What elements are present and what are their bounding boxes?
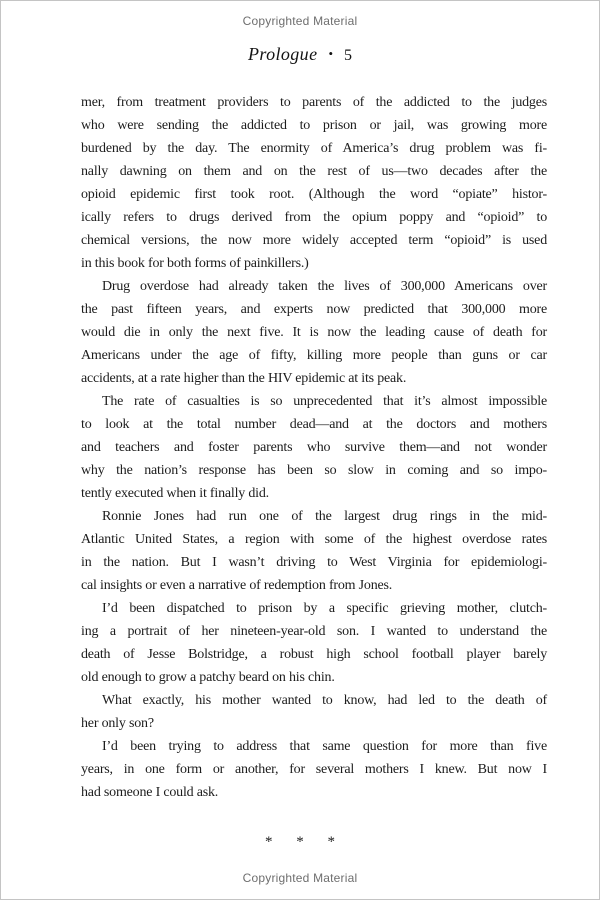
text-line: death of Jesse Bolstridge, a robust high school football player barely xyxy=(81,647,547,662)
copyright-notice-bottom: Copyrighted Material xyxy=(242,871,358,885)
text-line: I’d been dispatched to prison by a specific grieving mother, clutch- xyxy=(102,601,547,616)
page-number: 5 xyxy=(344,47,353,64)
text-line: ically refers to drugs derived from the opium poppy and “opioid” to xyxy=(81,210,547,225)
text-line: to look at the total number dead—and at the doctors and mothers xyxy=(81,417,547,432)
text-line: would die in only the next five. It is now the leading cause of death for xyxy=(81,325,547,340)
paragraph xyxy=(81,275,547,390)
text-line: nally dawning on them and on the rest of us—two decades after the xyxy=(81,164,547,179)
text-line: The rate of casualties is so unprecedented that it’s almost impossible xyxy=(102,394,547,409)
text-line: her only son? xyxy=(81,716,154,731)
paragraph xyxy=(81,505,547,597)
paragraph xyxy=(81,390,547,505)
running-head xyxy=(1,44,599,65)
text-line: chemical versions, the now more widely accepted term “opioid” is used xyxy=(81,233,547,248)
text-line: the past fifteen years, and experts now predicted that 300,000 more xyxy=(81,302,547,317)
chapter-title: Prologue xyxy=(247,44,318,64)
text-line: and teachers and foster parents who survive them—and not wonder xyxy=(81,440,547,455)
text-line: mer, from treatment providers to parents of the addicted to the judges xyxy=(81,95,547,110)
text-line: What exactly, his mother wanted to know, had led to the death of xyxy=(102,693,547,708)
copyright-notice-top: Copyrighted Material xyxy=(242,14,358,28)
text-line: in this book for both forms of painkillers.) xyxy=(81,256,309,271)
text-line: Atlantic United States, a region with some of the highest overdose rates xyxy=(81,532,547,547)
text-line: Americans under the age of fifty, killing more people than guns or car xyxy=(81,348,547,363)
text-line: burdened by the day. The enormity of America’s drug problem was fi- xyxy=(81,141,547,156)
paragraph xyxy=(81,735,547,804)
text-line: Ronnie Jones had run one of the largest drug rings in the mid- xyxy=(102,509,547,524)
text-line: years, in one form or another, for several mothers I knew. But now I xyxy=(81,762,547,777)
text-line: who were sending the addicted to prison or jail, was growing more xyxy=(81,118,547,133)
body-text xyxy=(81,91,547,804)
text-line: tently executed when it finally did. xyxy=(81,486,269,501)
paragraph xyxy=(81,597,547,689)
separator-dot: • xyxy=(328,46,334,61)
paragraph xyxy=(81,689,547,735)
text-line: I’d been trying to address that same question for more than five xyxy=(102,739,547,754)
text-line: why the nation’s response has been so slow in coming and so impo- xyxy=(81,463,547,478)
text-line: accidents, at a rate higher than the HIV epidemic at its peak. xyxy=(81,371,407,386)
text-line: cal insights or even a narrative of redemption from Jones. xyxy=(81,578,393,593)
section-break-asterisks: * * * xyxy=(265,834,335,850)
text-line: in the nation. But I wasn’t driving to West Virginia for epidemiologi- xyxy=(81,555,547,570)
text-line: had someone I could ask. xyxy=(81,785,219,800)
paragraph xyxy=(81,91,547,275)
text-line: opioid epidemic first took root. (Although the word “opiate” histor- xyxy=(81,187,547,202)
text-line: old enough to grow a patchy beard on his chin. xyxy=(81,670,335,685)
text-line: Drug overdose had already taken the lives of 300,000 Americans over xyxy=(102,279,547,294)
text-line: ing a portrait of her nineteen-year-old son. I wanted to understand the xyxy=(81,624,547,639)
